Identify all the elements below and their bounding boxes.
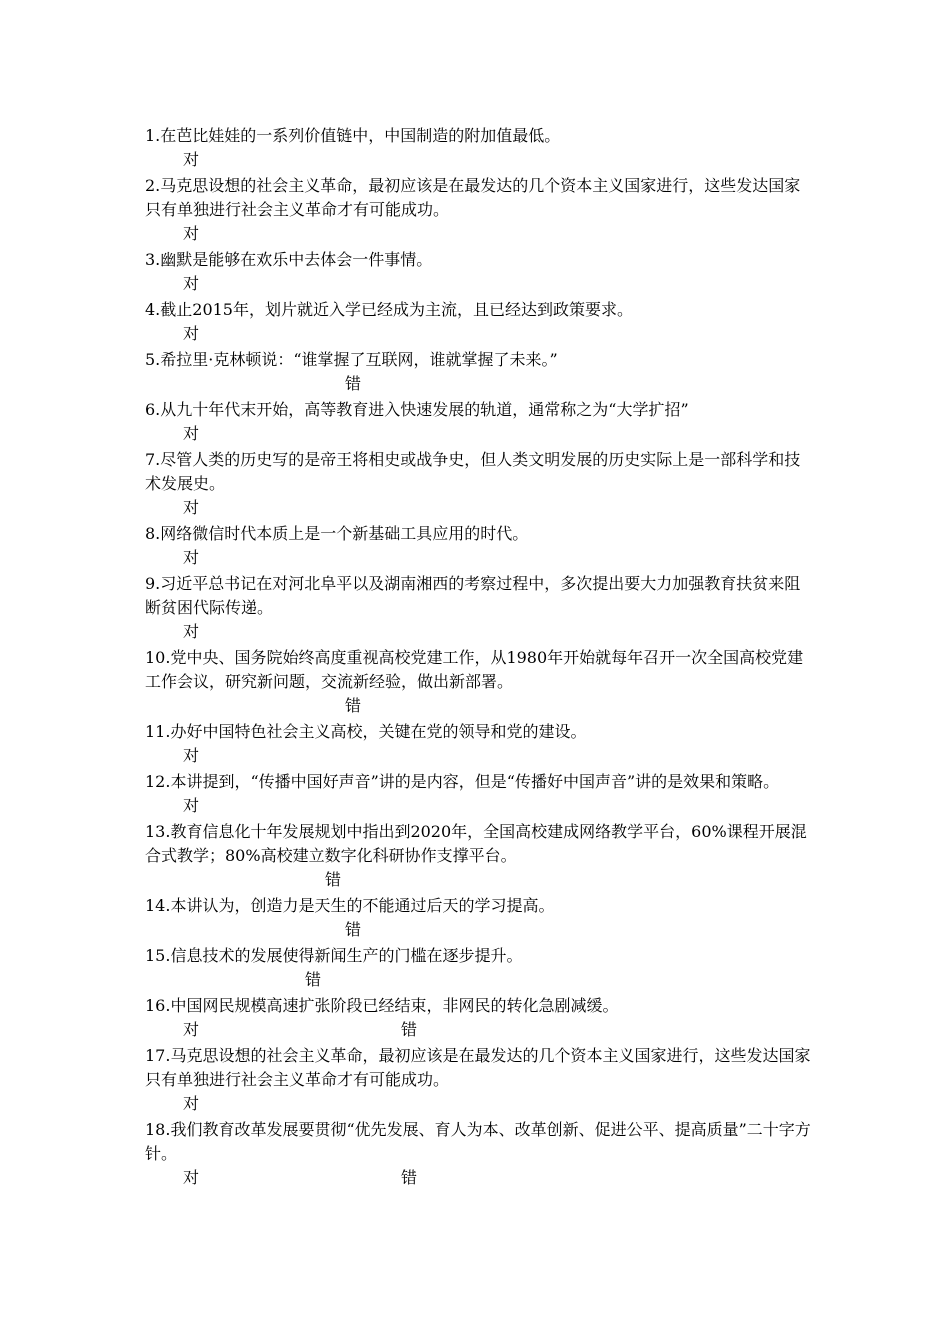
answer-true: 对 bbox=[183, 324, 200, 343]
question-text: 9.习近平总书记在对河北阜平以及湖南湘西的考察过程中，多次提出要大力加强教育扶贫来阻断贫困代际传递。 bbox=[145, 574, 801, 617]
question-text: 12.本讲提到，“传播中国好声音”讲的是内容，但是“传播好中国声音”讲的是效果和策略。 bbox=[145, 772, 780, 791]
question-item bbox=[145, 646, 815, 720]
answer-row bbox=[145, 794, 815, 820]
question-text: 11.办好中国特色社会主义高校，关键在党的领导和党的建设。 bbox=[145, 722, 587, 741]
question-text: 5.希拉里·克林顿说：“谁掌握了互联网，谁就掌握了未来。” bbox=[145, 350, 558, 369]
question-item bbox=[145, 770, 815, 820]
answer-false: 错 bbox=[401, 1020, 418, 1039]
question-text: 4.截止2015年，划片就近入学已经成为主流，且已经达到政策要求。 bbox=[145, 300, 633, 319]
question-item bbox=[145, 248, 815, 298]
answer-row bbox=[145, 694, 815, 720]
answer-row bbox=[145, 372, 815, 398]
question-text: 2.马克思设想的社会主义革命，最初应该是在最发达的几个资本主义国家进行，这些发达国家只有单独进行社会主义革命才有可能成功。 bbox=[145, 176, 801, 219]
question-item bbox=[145, 894, 815, 944]
question-item bbox=[145, 398, 815, 448]
answer-true: 对 bbox=[183, 424, 200, 443]
question-item bbox=[145, 1118, 815, 1192]
question-text: 13.教育信息化十年发展规划中指出到2020年，全国高校建成网络教学平台，60%课程开展混合式教学；80%高校建立数字化科研协作支撑平台。 bbox=[145, 822, 807, 865]
answer-true: 对 bbox=[183, 746, 200, 765]
question-text: 3.幽默是能够在欢乐中去体会一件事情。 bbox=[145, 250, 433, 269]
question-text: 15.信息技术的发展使得新闻生产的门槛在逐步提升。 bbox=[145, 946, 523, 965]
answer-row bbox=[145, 1092, 815, 1118]
question-item bbox=[145, 944, 815, 994]
question-item bbox=[145, 820, 815, 894]
answer-row bbox=[145, 496, 815, 522]
answer-true: 对 bbox=[183, 548, 200, 567]
question-item bbox=[145, 348, 815, 398]
question-text: 16.中国网民规模高速扩张阶段已经结束，非网民的转化急剧减缓。 bbox=[145, 996, 619, 1015]
answer-false: 错 bbox=[401, 1168, 418, 1187]
question-item bbox=[145, 572, 815, 646]
question-item bbox=[145, 298, 815, 348]
answer-true: 对 bbox=[183, 796, 200, 815]
answer-row bbox=[145, 272, 815, 298]
question-item bbox=[145, 522, 815, 572]
question-item bbox=[145, 448, 815, 522]
answer-row bbox=[145, 620, 815, 646]
answer-true: 对 bbox=[183, 150, 200, 169]
question-text: 10.党中央、国务院始终高度重视高校党建工作，从1980年开始就每年召开一次全国高校党建工作会议，研究新问题，交流新经验，做出新部署。 bbox=[145, 648, 804, 691]
answer-false: 错 bbox=[345, 696, 362, 715]
question-item bbox=[145, 174, 815, 248]
answer-true: 对 bbox=[183, 1168, 200, 1187]
answer-true: 对 bbox=[183, 1094, 200, 1113]
question-text: 1.在芭比娃娃的一系列价值链中，中国制造的附加值最低。 bbox=[145, 126, 561, 145]
answer-row bbox=[145, 744, 815, 770]
answer-row bbox=[145, 1166, 815, 1192]
question-item bbox=[145, 124, 815, 174]
question-item bbox=[145, 1044, 815, 1118]
question-text: 18.我们教育改革发展要贯彻“优先发展、育人为本、改革创新、促进公平、提高质量”二十字方针。 bbox=[145, 1120, 811, 1163]
answer-true: 对 bbox=[183, 1020, 200, 1039]
answer-true: 对 bbox=[183, 622, 200, 641]
answer-row bbox=[145, 148, 815, 174]
answer-row bbox=[145, 422, 815, 448]
answer-true: 对 bbox=[183, 224, 200, 243]
answer-true: 对 bbox=[183, 274, 200, 293]
answer-false: 错 bbox=[345, 374, 362, 393]
answer-row bbox=[145, 222, 815, 248]
answer-row bbox=[145, 1018, 815, 1044]
question-item bbox=[145, 720, 815, 770]
answer-row bbox=[145, 868, 815, 894]
question-text: 14.本讲认为，创造力是天生的不能通过后天的学习提高。 bbox=[145, 896, 555, 915]
answer-row bbox=[145, 918, 815, 944]
question-text: 6.从九十年代末开始，高等教育进入快速发展的轨道，通常称之为“大学扩招” bbox=[145, 400, 689, 419]
answer-false: 错 bbox=[345, 920, 362, 939]
question-text: 8.网络微信时代本质上是一个新基础工具应用的时代。 bbox=[145, 524, 529, 543]
question-text: 17.马克思设想的社会主义革命，最初应该是在最发达的几个资本主义国家进行，这些发达国家只有单独进行社会主义革命才有可能成功。 bbox=[145, 1046, 811, 1089]
question-list bbox=[145, 124, 815, 1192]
answer-row bbox=[145, 322, 815, 348]
answer-true: 对 bbox=[183, 498, 200, 517]
answer-false: 错 bbox=[325, 870, 342, 889]
answer-row bbox=[145, 546, 815, 572]
question-item bbox=[145, 994, 815, 1044]
answer-false: 错 bbox=[305, 970, 322, 989]
answer-row bbox=[145, 968, 815, 994]
question-text: 7.尽管人类的历史写的是帝王将相史或战争史，但人类文明发展的历史实际上是一部科学和技术发展史。 bbox=[145, 450, 801, 493]
